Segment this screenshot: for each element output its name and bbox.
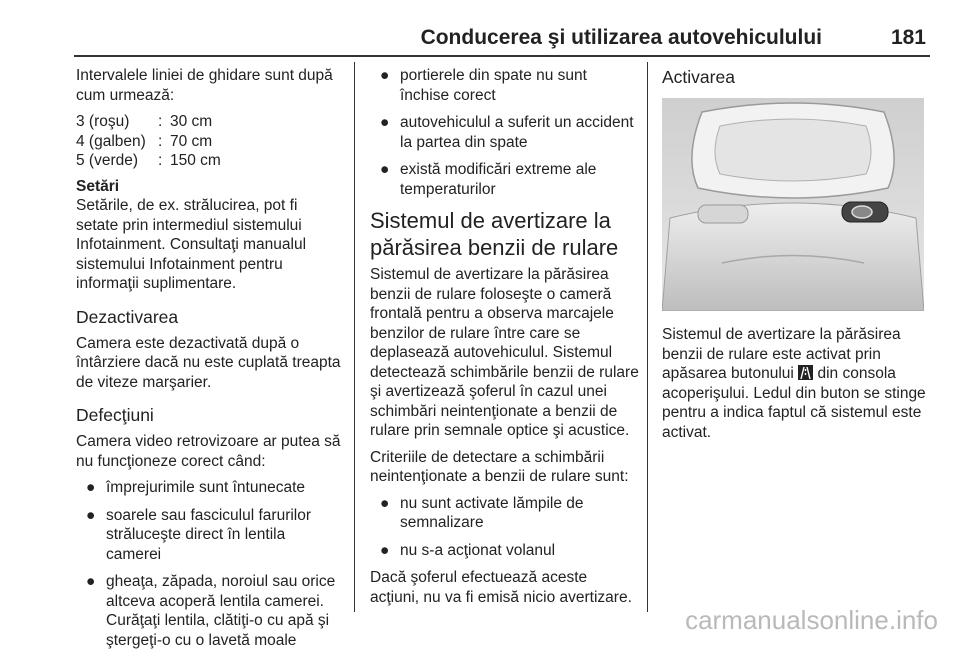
guide-intro: Intervalele liniei de ghidare sunt după cum urmează:: [76, 67, 333, 104]
list-item: [370, 66, 640, 105]
list-item-text: nu sunt activate lămpile de semnalizare: [400, 494, 584, 531]
row-value: 150 cm: [170, 152, 221, 169]
list-item: [370, 541, 640, 561]
list-item: [370, 494, 640, 533]
row-value: 70 cm: [170, 132, 213, 150]
list-item: [76, 478, 342, 498]
row-sep: :: [158, 113, 163, 130]
criteria-list: [370, 494, 640, 561]
bullet-icon: ●: [380, 67, 390, 84]
row-key: 4 (galben): [76, 132, 146, 150]
defectiuni-heading: Defecţiuni: [76, 405, 154, 425]
header-rule: [74, 55, 930, 57]
lane-departure-description: Sistemul de avertizare la părăsirea benzii de rulare foloseşte o cameră frontală pentru a observa marcajele benzilor de rulare între care se deplasează autovehiculul. Sistemul detectează schimbările benzii de rulare şi avertizează şoferul în cazul unei schimbări neintenţionate a benzii de rulare prin semnale optice şi acustice.: [370, 266, 639, 439]
page-number: 181: [890, 26, 926, 49]
bullet-icon: ●: [86, 506, 96, 524]
list-item-text: soarele sau fasciculul farurilor străluceşte direct în lentila camerei: [106, 506, 312, 563]
guide-intervals-table: [76, 112, 221, 171]
defectiuni-list: [76, 478, 342, 650]
table-row: [76, 112, 221, 132]
watermark: carmanualsonline.info: [685, 605, 938, 635]
header-title: Conducerea şi utilizarea autovehiculului: [420, 26, 822, 49]
list-item-text: nu s-a acţionat volanul: [400, 541, 556, 559]
list-item: [370, 113, 640, 152]
table-row: [76, 132, 221, 152]
no-warning-text: Dacă şoferul efectuează aceste acţiuni, nu va fi emisă nicio avertizare.: [370, 569, 632, 606]
dezactivarea-heading: Dezactivarea: [76, 306, 179, 327]
dezactivarea-text: Camera este dezactivată după o întârziere dacă nu este cuplată treapta de viteze marşarier.: [76, 334, 341, 391]
bullet-icon: ●: [380, 114, 390, 131]
list-item-text: autovehiculul a suferit un accident la partea din spate: [400, 114, 634, 151]
activarea-text-before: Sistemul de avertizare la părăsirea benzii de rulare este activat prin apăsarea butonului: [662, 326, 901, 382]
conditions-list: [370, 66, 640, 199]
bullet-icon: ●: [380, 494, 390, 512]
activarea-heading: Activarea: [662, 67, 735, 87]
bullet-icon: ●: [380, 541, 390, 559]
list-item-text: există modificări extreme ale temperaturilor: [400, 161, 597, 198]
list-item: [76, 506, 342, 565]
list-item-text: gheaţa, zăpada, noroiul sau orice altceva acoperă lentila camerei. Curăţaţi lentila, clătiţi-o cu apă şi ştergeţi-o cu o lavetă moale: [106, 573, 336, 649]
column-1: [76, 66, 342, 658]
column-2: [370, 66, 640, 614]
column-divider: [647, 62, 648, 612]
lane-departure-button-icon: [798, 365, 813, 380]
overhead-console-illustration: [662, 98, 924, 311]
list-item: [76, 572, 342, 650]
section-title: Sistemul de avertizare la părăsirea benzii de rulare: [370, 208, 619, 260]
list-item-text: portierele din spate nu sunt închise corect: [400, 67, 587, 104]
column-3: [662, 66, 930, 449]
bullet-icon: ●: [86, 479, 96, 496]
activarea-text: [662, 325, 930, 442]
row-value: 30 cm: [170, 113, 213, 130]
criteria-intro: Criteriile de detectare a schimbării neintenţionate a benzii de rulare sunt:: [370, 448, 629, 485]
defectiuni-text: Camera video retrovizoare ar putea să nu funcţioneze corect când:: [76, 433, 341, 470]
column-divider: [354, 62, 355, 612]
table-row: [76, 151, 221, 171]
list-item: [370, 160, 640, 199]
bullet-icon: ●: [380, 161, 390, 178]
page-header: [0, 22, 930, 52]
row-key: 3 (roşu): [76, 113, 130, 130]
setari-heading: Setări: [76, 177, 120, 195]
row-sep: :: [158, 132, 163, 150]
row-key: 5 (verde): [76, 152, 139, 169]
activarea-text-after: din consola acoperişului. Ledul din buton se stinge pentru a indica faptul că sistemul este activat.: [662, 365, 926, 441]
row-sep: :: [158, 152, 163, 169]
overhead-console-photo: [662, 98, 924, 311]
bullet-icon: ●: [86, 573, 96, 590]
setari-text: Setările, de ex. strălucirea, pot fi setate prin intermediul sistemului Infotainment. Consultaţi manualul sistemului Infotainment pentru informaţii suplimentare.: [76, 197, 307, 292]
list-item-text: împrejurimile sunt întunecate: [106, 479, 306, 496]
